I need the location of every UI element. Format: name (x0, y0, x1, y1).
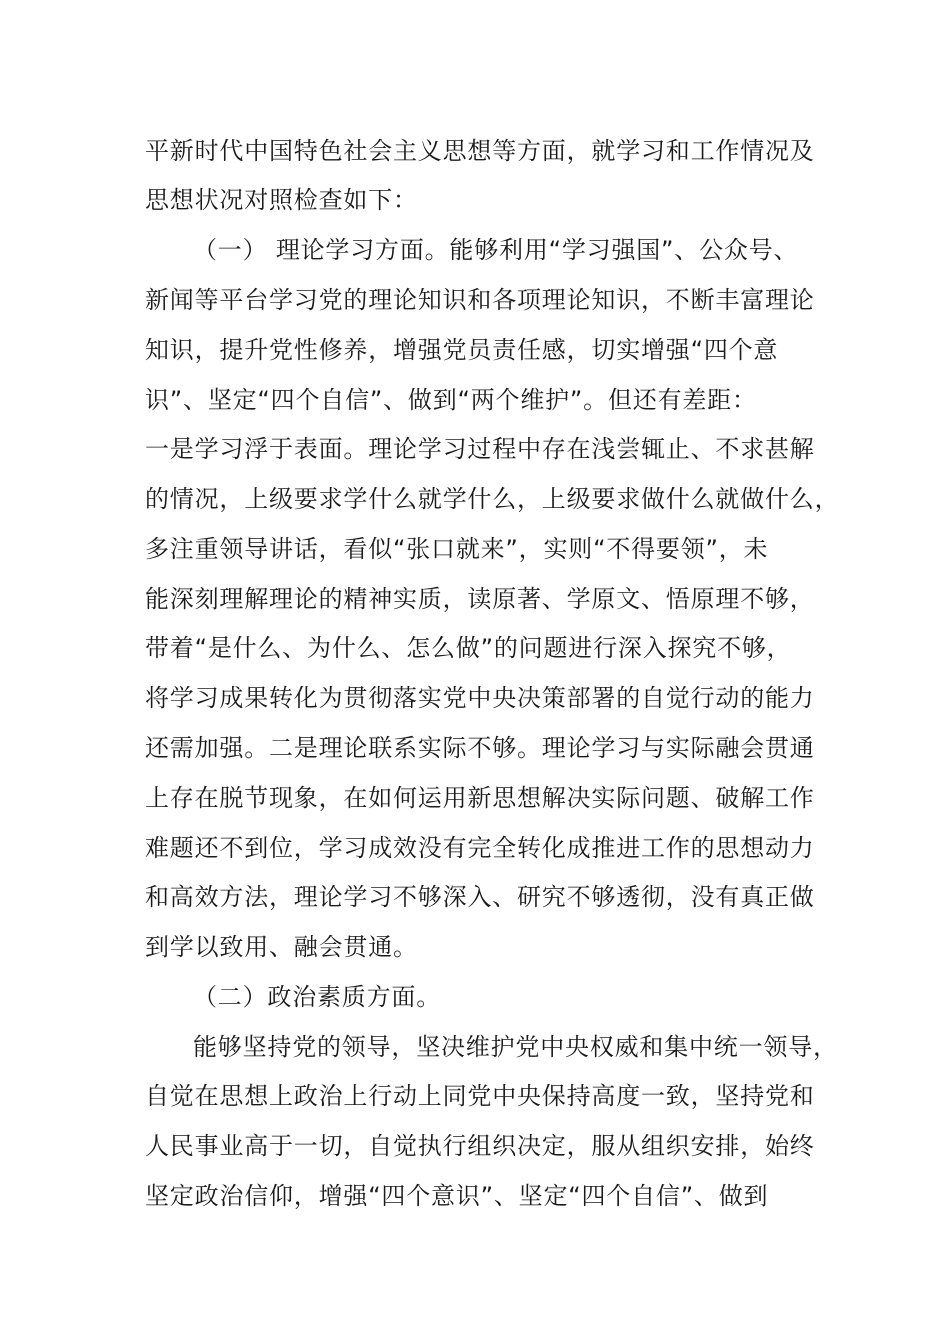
text-line: 思想状况对照检查如下： (145, 186, 418, 214)
text-line: 一是学习浮于表面。理论学习过程中存在浅尝辄止、不求甚解 (145, 435, 815, 463)
text-line: 的情况，上级要求学什么就学什么，上级要求做什么就做什么， (145, 485, 840, 513)
text-line: 多注重领导讲话，看似“张口就来”，实则“不得要领”，未 (145, 535, 769, 563)
section-heading-theory: （一） 理论学习方面。能够利用“学习强国”、公众号、 (193, 236, 799, 264)
text-line: 带着“是什么、为什么、怎么做”的问题进行深入探究不够， (145, 634, 792, 662)
text-line: 能够坚持党的领导，坚决维护党中央权威和集中统一领导， (193, 1033, 838, 1061)
text-line: 到学以致用、融会贯通。 (145, 933, 418, 961)
text-line: 人民事业高于一切，自觉执行组织决定，服从组织安排，始终 (145, 1132, 815, 1160)
text-line: 知识，提升党性修养，增强党员责任感，切实增强“四个意 (145, 336, 779, 364)
text-line: 坚定政治信仰，增强“四个意识”、坚定“四个自信”、做到 (145, 1182, 769, 1210)
text-line: 将学习成果转化为贯彻落实党中央决策部署的自觉行动的能力 (145, 684, 815, 712)
text-line: 平新时代中国特色社会主义思想等方面，就学习和工作情况及 (145, 137, 815, 165)
section-heading-politics: （二）政治素质方面。 (193, 983, 441, 1011)
text-line: 能深刻理解理论的精神实质，读原著、学原文、悟原理不够， (145, 585, 815, 613)
text-line: 上存在脱节现象，在如何运用新思想解决实际问题、破解工作 (145, 784, 815, 812)
text-line: 和高效方法，理论学习不够深入、研究不够透彻，没有真正做 (145, 883, 815, 911)
text-line: 难题还不到位，学习成效没有完全转化成推进工作的思想动力 (145, 834, 815, 862)
text-line: 自觉在思想上政治上行动上同党中央保持高度一致，坚持党和 (145, 1082, 815, 1110)
text-line: 识”、坚定“四个自信”、做到“两个维护”。但还有差距： (145, 386, 757, 414)
text-line: 新闻等平台学习党的理论知识和各项理论知识，不断丰富理论 (145, 286, 815, 314)
text-line: 还需加强。二是理论联系实际不够。理论学习与实际融会贯通 (145, 734, 815, 762)
